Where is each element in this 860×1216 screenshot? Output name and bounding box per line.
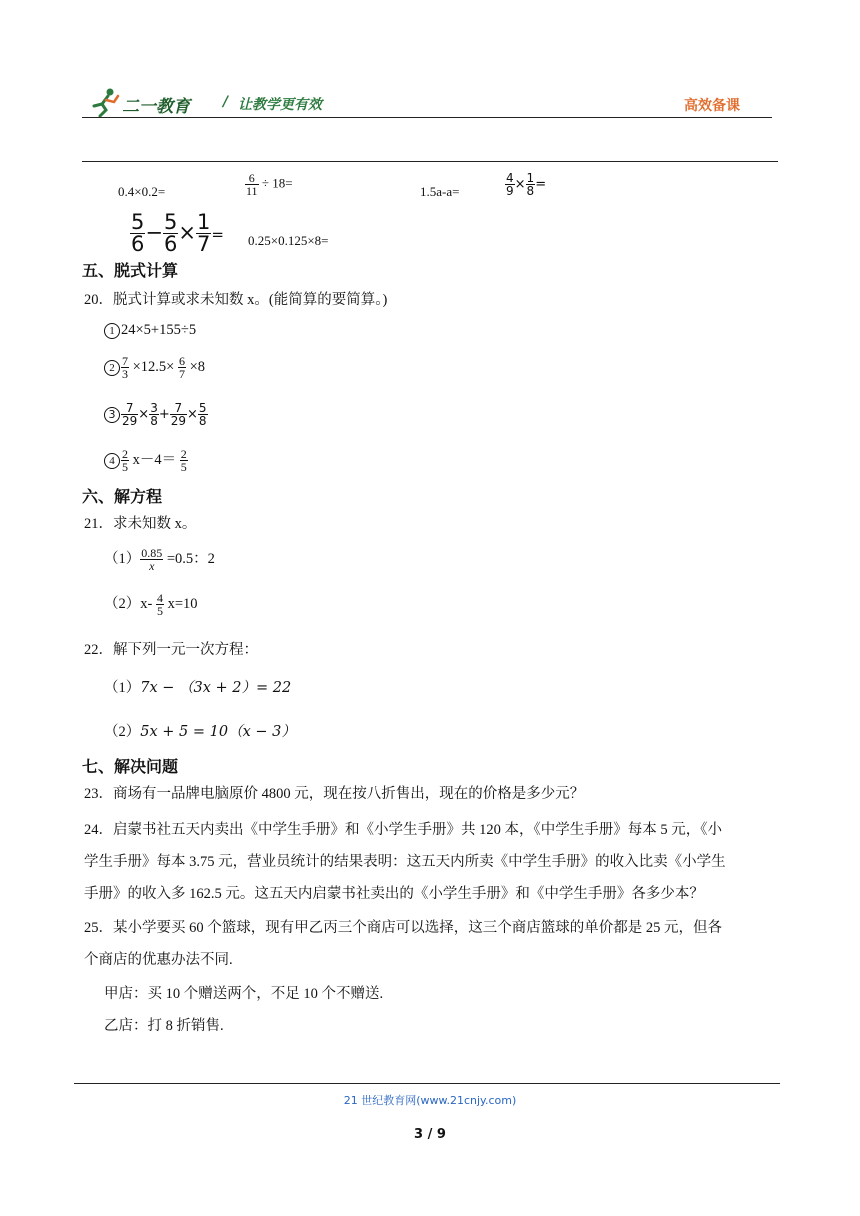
q22-item-1: （1）7x − （3x + 2）= 22 (104, 680, 292, 696)
header (82, 88, 772, 120)
q22-text: 22．解下列一元一次方程： (84, 642, 258, 658)
shop-2: 乙店：打 8 折销售. (104, 1018, 224, 1034)
oral-item-3: 1.5a-a= (420, 184, 460, 199)
q20-text: 20．脱式计算或求未知数 x。(能简算的要简算。) (84, 292, 388, 308)
page-number: 3 / 9 (414, 1127, 446, 1142)
content-top-rule (82, 161, 778, 162)
q24-line-1: 24．启蒙书社五天内卖出《中学生手册》和《小学生手册》共 120 本，《中学生手册》每本 5 元，《小 (84, 822, 722, 838)
header-tagline: 高效备课 (684, 98, 740, 114)
q24-line-2: 学生手册》每本 3.75 元，营业员统计的结果表明：这五天内所卖《中学生手册》的收入比卖《小学生 (84, 854, 726, 870)
footer-rule (74, 1083, 780, 1084)
section5-title: 五、脱式计算 (82, 261, 179, 280)
q20-item-1: 1 24×5+155÷5 (104, 320, 196, 340)
oral-item-4: $\frac{4}{9}$ × $\frac{1}{8}$ = (506, 171, 547, 198)
oral-item-1: 0.4×0.2= (118, 184, 166, 199)
section6-title: 六、解方程 (82, 487, 163, 506)
shop-1: 甲店：买 10 个赠送两个，不足 10 个不赠送. (104, 986, 384, 1002)
q24-line-3: 手册》的收入多 162.5 元。这五天内启蒙书社卖出的《小学生手册》和《中学生手册》各多少本？ (84, 886, 704, 902)
footer-link[interactable]: 21 世纪教育网(www.21cnjy.com) (343, 1094, 517, 1107)
section7-title: 七、解决问题 (82, 757, 179, 776)
q25-line-2: 个商店的优惠办法不同. (84, 952, 233, 968)
header-underline (82, 117, 772, 118)
header-slogan: 让教学更有效 (238, 97, 322, 113)
header-separator: / (223, 94, 229, 110)
q25-line-1: 25．某小学要买 60 个篮球，现有甲乙丙三个商店可以选择，这三个商店篮球的单价都是 25 元，但各 (84, 920, 722, 936)
q20-item-4: 4 $\frac{2}{5}$ x－4＝ $\frac{2}{5}$ (104, 448, 188, 473)
oral-item-2: $\frac{6}{11}$ ÷ 18= (246, 171, 293, 198)
q21-item-2: （2）x- $\frac{4}{5}$ x=10 (104, 591, 198, 618)
q20-item-2: 2 $\frac{7}{3}$ ×12.5× $\frac{6}{7}$ ×8 (104, 355, 205, 380)
q20-item-3: 3 $\frac{7}{29}$ × $\frac{3}{8}$ + $\frac{7}{29}$ × $\frac{5}{8}$ (104, 402, 208, 427)
q21-text: 21．求未知数 x。 (84, 516, 197, 532)
logo-runner-icon (88, 88, 122, 118)
q21-item-1: （1） $\frac{0.85}{x}$ =0.5：2 (104, 546, 215, 573)
q23-text: 23．商场有一品牌电脑原价 4800 元，现在按八折售出，现在的价格是多少元？ (84, 786, 585, 802)
q22-item-2: （2）5x + 5 = 10（x − 3） (104, 724, 296, 740)
oral-item-6: 0.25×0.125×8= (248, 233, 329, 248)
oral-item-5: $\frac{5}{6}$ − $\frac{5}{6}$ × $\frac{1}{7}$ = (131, 210, 224, 256)
logo-text: 二一教育 (122, 97, 190, 117)
